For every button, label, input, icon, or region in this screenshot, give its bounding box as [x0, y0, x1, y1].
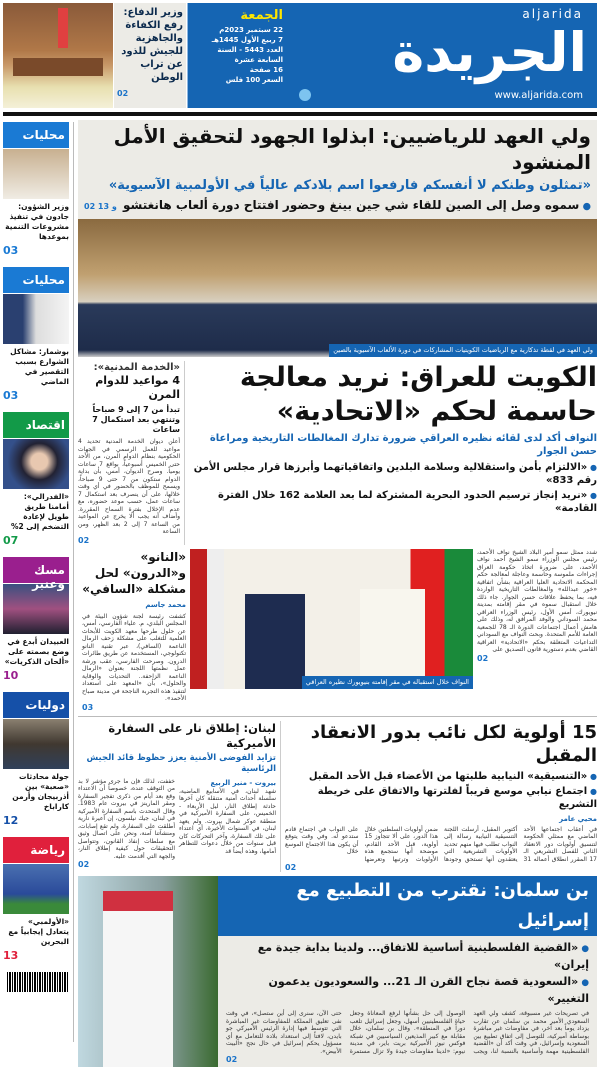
sidebar-text: جولة محادثات «صعبة» بين أذربيجان وأرمن كاراباخ — [12, 772, 69, 811]
page-ref: 10 — [3, 669, 19, 682]
teaser-headline: وزير الدفاع: رفع الكفاءة والجاهزية للجيش للذود عن تراب الوطن — [121, 7, 183, 83]
parliament-bullet: ● «التنسيقية» النيابية طلبتها من الأعضاء قبل الأحد المقبل — [285, 770, 597, 783]
section-tag: محليات — [3, 122, 69, 148]
lebanon-headline: لبنان: إطلاق نار على السفارة الأميركية — [108, 720, 276, 750]
day: الجمعة — [240, 8, 283, 23]
date-gregorian: 22 سبتمبر 2023م — [219, 26, 283, 34]
iraq-bullet: ● «الالتزام بأمن واستقلالية وسلامة البلدين واتفاقياتهما وأبرزها قرار مجلس الأمن رقم 833» — [189, 461, 597, 487]
lead-caption: ولي العهد في لقطة تذكارية مع الرياضيات الكويتيات المشاركات في دورة الألعاب الآسيوية بالصين — [329, 344, 597, 357]
sidebar-text: «الفدرالي»: أمامنا طريق طويل لإعادة التضخم إلى 2% — [10, 492, 69, 531]
section-tag: مسك وعنبر — [3, 557, 69, 583]
parliament-story[interactable] — [285, 721, 597, 873]
parliament-body: في أعقاب اجتماعها الأحد الماضي مع ممثلي الحكومة لتنسيق أولويات دور الانعقاد الثاني للفصل التشريعي الـ 17 المقرر انطلاق أعماله 31 أكتوبر المقبل، أرسلت اللجنة التنسيقية النيابية رسالة إلى النواب تطلب فيها منهم تحديد الأولويات التشريعية التي يعتقدون أنها تستحق وجودها ضمن أولويات السلطتين خلال هذا الدور، على ألا تتجاوز 15 أولوية، قبل الأحد القادم، موضحة أنها ستجمع هذه الأولويات وترتبها وتعرضها على النواب في اجتماع قادم ستدعو له. وفي وقت يتوقع أن يكون هذا الاجتماع الموسع خلال — [285, 825, 597, 863]
nano-page: 03 — [82, 702, 94, 712]
divider — [184, 361, 185, 545]
lead-quote: «تمثلون وطنكم لا أنفسكم فارفعوا اسم بلادكم عالياً في الأولمبية الآسيوية» — [108, 178, 591, 193]
teaser[interactable] — [114, 3, 186, 108]
date-hijri: 7 ربيع الأول 1445هـ — [211, 36, 283, 44]
section-tag: محليات — [3, 267, 69, 293]
sidebar-item-economy[interactable] — [3, 412, 69, 547]
sidebar-divider — [73, 122, 74, 1042]
person — [245, 594, 305, 689]
price: السعر 100 فلس — [225, 76, 283, 84]
main-column — [78, 120, 597, 1067]
lebanon-sub: تزايد الفوضى الأمنية يعزز حظوظ قائد الجيش الرئاسية — [86, 752, 276, 774]
parliament-headline: 15 أولوية لكل نائب بدور الانعقاد المقبل — [310, 721, 597, 766]
salman-story[interactable] — [78, 876, 597, 1067]
civil-page: 02 — [78, 535, 90, 545]
parliament-bullet: ● اجتماع نيابي موسع قريباً لفلترتها والاتفاق على خريطة التشريع — [285, 785, 597, 811]
iraq-story[interactable] — [189, 361, 597, 515]
teaser-photo — [3, 3, 113, 108]
page-count: 16 صفحة — [249, 66, 283, 74]
nano-headline: «النانو» و«الدرون» لحل مشكلة «السافي» — [82, 549, 186, 596]
sidebar-text: وزير الشؤون: جادون في تنفيذ مشروعات التنمية بموعدها — [5, 202, 69, 241]
page-ref: 13 — [3, 949, 19, 962]
lebanon-story[interactable] — [78, 721, 276, 870]
lead-photo — [78, 219, 597, 357]
bottom-row — [78, 721, 597, 873]
section-tag: دوليات — [3, 692, 69, 718]
iraq-caption: النواف خلال استقباله في مقر إقامته بنيويورك نظيره العراقي — [302, 676, 473, 689]
sidebar — [3, 122, 69, 992]
lead-story[interactable] — [78, 120, 597, 357]
page-ref: 12 — [3, 814, 19, 827]
sidebar-item-culture[interactable] — [3, 557, 69, 682]
sidebar-photo — [3, 439, 69, 489]
iraq-row — [78, 361, 597, 545]
iraq-body: شدد ممثل سمو أمير البلاد الشيخ نواف الأحمد، رئيس مجلس الوزراء سمو الشيخ أحمد نواف الأحمد، على ضرورة اتخاذ حكومة العراق إجراءات ملموسة وحاسمة وعاجلة لمعالجة حكم المحكمة الاتحادية العليا العراقية بشأن اتفاقية «خور عبدالله» والمغالطات التاريخية الواردة فيه، بما يحفظ علاقات حسن الجوار. جاء ذلك خلال استقبال سموه في مقر إقامته بمدينة نيويورك، أمس الأول، رئيس الوزراء العراقي محمد السوداني والوفد المرافق له، وذلك على هامش أعمال اجتماعات الدورة الـ 78 للجمعية العامة للأمم المتحدة. وبحث النواف مع السوداني التداعيات المتعلقة بحكم «الاتحادية» العراقية القاضي بعدم دستورية قانون التصديق على — [477, 548, 597, 653]
person — [360, 589, 425, 689]
sidebar-photo — [3, 584, 69, 634]
lead-pages: 02 و 13 — [84, 202, 117, 211]
salman-bullet: ● «السعودية قصة نجاح القرن الـ 21... والسعوديون يدعمون التغيير» — [226, 974, 589, 1006]
section-tag: اقتصاد — [3, 412, 69, 438]
divider — [280, 721, 281, 873]
iraq-page: 02 — [477, 653, 489, 663]
sidebar-item-sports[interactable] — [3, 837, 69, 962]
iraq-body-column — [477, 549, 597, 663]
sidebar-item-international[interactable] — [3, 692, 69, 827]
salman-page: 02 — [226, 1055, 238, 1064]
header-rule — [3, 112, 597, 116]
iraq-bullet: ● «نريد إنجاز ترسيم الحدود البحرية المشتركة لما بعد العلامة 162 خلال الفترة القادمة» — [189, 489, 597, 515]
logo: الجريدة — [392, 21, 587, 84]
person — [103, 891, 173, 1067]
page-ref: 03 — [3, 244, 19, 257]
date-block — [187, 3, 287, 108]
lead-headline: ولي العهد للرياضيين: ابذلوا الجهود لتحقيق الأمل المنشود — [113, 124, 591, 174]
nano-byline: محمد جاسم — [145, 600, 186, 609]
civil-headline: 4 مواعيد للدوام المرن — [95, 374, 180, 401]
sidebar-text: بوشمار: مشاكل الشوارع بسبب التقصير في الماضي — [10, 347, 69, 386]
page-ref: 03 — [3, 389, 19, 402]
parliament-page: 02 — [285, 863, 297, 872]
divider — [78, 716, 597, 717]
iraq-photo — [190, 549, 473, 689]
nano-body: كشفت رئيسة لجنة شؤون البيئة في المجلس البلدي، م. علياء الفارسي، أمس، عن حلول طرحها معهد الكويت للأبحاث العلمية للتغلب على مشكلة زحف الرمال الناعمة (السافي)، عبر تقنية النانو تكنولوجي، المستخدمة عن طريق طائرات الدرون. وصرحت الفارسي، عقب ورشة عمل نظمتها اللجنة بعنوان «الرمال الناعمة الزاحفة.. التحديات والوقاية والحلول»، بأن «المعهد على استعداد لتنفيذ هذه التجربة الناجحة في مدينة صباح الأحمد». — [82, 612, 186, 702]
logo-latin: aljarida — [522, 7, 583, 21]
iraq-headline: الكويت للعراق: نريد معالجة حاسمة لحكم «الاتحادية» — [239, 362, 597, 427]
issue-number: العدد 5443 - السنة السابعة عشرة — [217, 46, 283, 64]
lebanon-page: 02 — [78, 860, 90, 869]
salman-body: في تصريحات غير مسبوقة، كشف ولي العهد السعودي الأمير محمد بن سلمان عن تقارب يزداد يوماً بعد آخر، في مفاوضات غير مباشرة بوساطة أميركية، للتوصل إلى اتفاق تطبيع بين السعودية وإسرائيل، في وقت أكد أن «القضية الفلسطينية مهمة وأساسية بالنسبة لنا، ويجب الوصول إلى حل بشأنها لرفع المعاناة وجعل حياة الفلسطينيين أسهل، وجعل إسرائيل تلعب دوراً في المنطقة». وقال بن سلمان، خلال مقابلة مع كبير المذيعين السياسيين في شبكة فوكس نيوز الأميركية بريت باير، في مدينة نيوم: «لدينا مفاوضات جيدة ولا تزال مستمرة حتى الآن، سنرى إلى أين ستصل»، في وقت نفى تعليق المملكة للمفاوضات غير المباشرة التي تتوسط فيها إدارة الرئيس الأميركي جو بايدن، لافتاً إلى استعداد بلاده للتعامل مع أي مسؤول يحكم إسرائيل في حال نجح «البيت الأبيض». — [226, 1010, 589, 1055]
salman-bullet: ● «القضية الفلسطينية أساسية للاتفاق... ولدينا بداية جيدة مع إيران» — [226, 940, 589, 972]
civil-sub: تبدأ من 7 إلى 9 صباحاً وتنتهي بعد استكمال 7 ساعات — [92, 405, 180, 434]
lead-bullet: ● سموه وصل إلى الصين للقاء شي جين بينغ وحضور افتتاح دورة ألعاب هانغتشو — [123, 197, 591, 215]
lebanon-byline: بيروت - منير الربيع — [210, 778, 276, 787]
sidebar-photo — [3, 294, 69, 344]
parliament-byline: محيي عامر — [559, 814, 597, 823]
sidebar-item-local-1[interactable] — [3, 122, 69, 257]
lebanon-body: خففت، لذلك فإن ما جرى مؤشر لا بد من التوقف عنده، خصوصاً أن الاعتداء وقع بعد أيام من ذكرى تفجير السفارة ومقر المارينز في بيروت عام 1983. وقال المتحدث باسم السفارة الأميركية في لبنان، جيك نيلسون، إن أعيرة نارية أطلقت على السفارة، ولم تقع إصابات، ومنشآتنا آمنة، ونحن على اتصال وثيق مع سلطات إنفاذ القانون، وتتواصل التحقيقات حول كيفية إطلاق النار، والجهة التي أقدمت عليه. — [78, 777, 175, 860]
civil-body: أعلن ديوان الخدمة المدنية تحديد 4 مواعيد للعمل الرسمي في الجهات الحكومية بنظام الدوام المرن، من الأحد حتى الخميس أسبوعياً، بواقع 7 ساعات يومياً. وصرح الديوان، أمس، بأن بداية الدوام ستكون من 7 حتى 9 صباحاً، ويسمح للموظف بالحضور في أي وقت خلالها، على أن ينصرف بعد استكمال 7 ساعات عمل، حسب موعد حضوره، مع عدم الإخلال بفترة السماح المقررة. وأضاف أنه يجب ألا يخرج عن المواعيد من الساعة 7 إلى 2 بعد الظهر، ومن الساعة — [78, 438, 181, 535]
lebanon-body: شهد لبنان، في الأسابيع الماضية، سلسلة أحداث أمنية متنقلة كان آخرها حادثة إطلاق النار، ليل الأربعاء - الخميس، على السفارة الأميركية في منطقة عوكر شمال بيروت. ولم يعهد لبنان، في السنوات الأخيرة، أي اعتداء على تلك السفارة، وآخر التحركات كان قبل سنوات من خلال دعوات للتظاهر أمامها، وهذه أيضاً قد — [179, 787, 276, 855]
teaser-page: 02 — [117, 89, 129, 98]
civil-kicker: «الخدمة المدنية»: — [93, 362, 180, 373]
iraq-sub: النواف أكد لدى لقائه نظيره العراقي ضرورة تدارك المغالطات التاريخية ومراعاة حسن الجوار — [209, 433, 597, 457]
sidebar-photo — [3, 864, 69, 914]
website-link[interactable]: www.aljarida.com — [494, 90, 583, 101]
civil-service-story[interactable] — [78, 361, 180, 545]
masthead — [187, 3, 597, 108]
iraq-photo-row — [78, 549, 597, 712]
nano-story[interactable] — [82, 549, 186, 712]
logo-dot — [299, 89, 311, 101]
sidebar-photo — [3, 149, 69, 199]
salman-headline: بن سلمان: نقترب من التطبيع مع إسرائيل — [218, 876, 597, 936]
salman-photo — [78, 876, 218, 1067]
sidebar-photo — [3, 719, 69, 769]
page-ref: 07 — [3, 534, 19, 547]
barcode — [7, 972, 69, 992]
salman-text — [218, 876, 597, 1067]
sidebar-text: العبيدان أبدع في وضع بصمته على «ألحان الذكريات» — [4, 637, 69, 666]
sidebar-item-local-2[interactable] — [3, 267, 69, 402]
section-tag: رياضة — [3, 837, 69, 863]
sidebar-text: «الأولمبي» يتعادل إيجابياً مع البحرين — [8, 917, 69, 946]
